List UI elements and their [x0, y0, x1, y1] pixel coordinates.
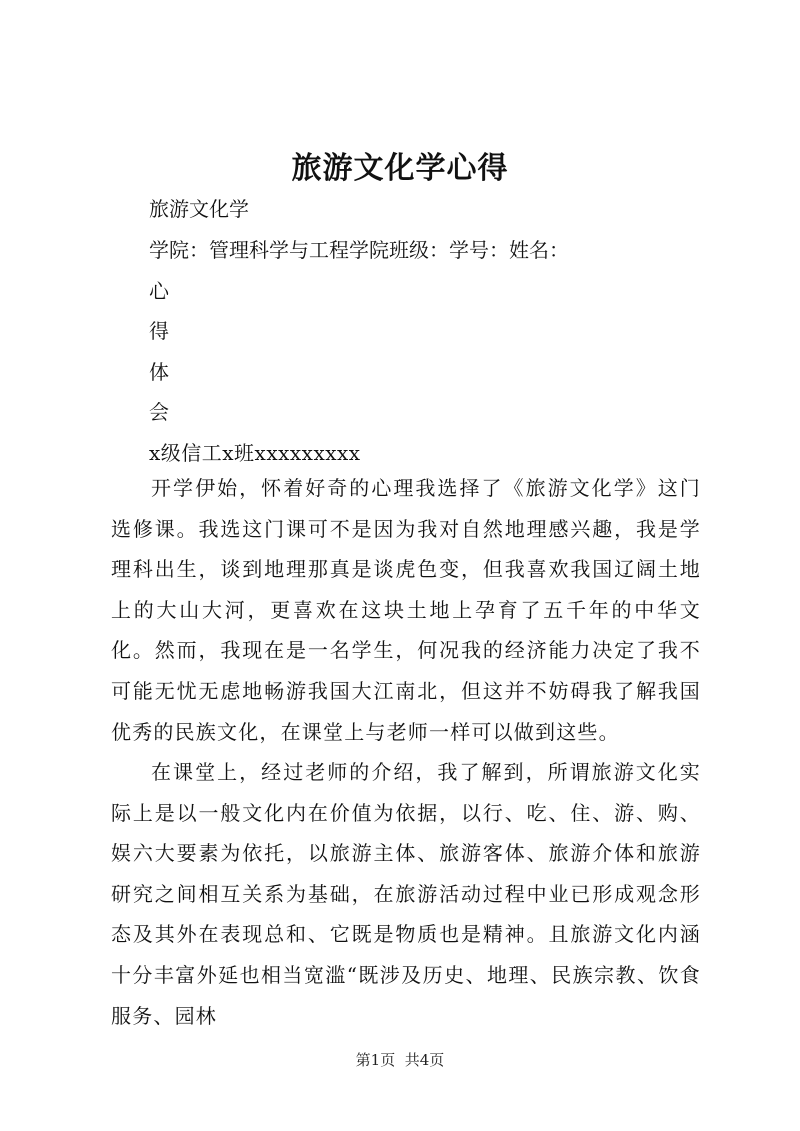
- class-line: x级信工x班xxxxxxxxx: [149, 441, 361, 465]
- document-title: 旅游文化学心得: [291, 151, 509, 186]
- body-paragraph-1: 开学伊始，怀着好奇的心理我选择了《旅游文化学》这门选修课。我选这门课可不是因为我对自然地理感兴趣，我是学理科出生，谈到地理那真是谈虎色变，但我喜欢我国辽阔土地上的大山大河，更喜欢在这块土地上孕育了五千年的中华文化。然而，我现在是一名学生，何况我的经济能力决定了我不可能无忧无虑地畅游我国大江南北，但这并不妨碍我了解我国优秀的民族文化，在课堂上与老师一样可以做到这些。: [111, 476, 701, 744]
- page-footer: [0, 1049, 800, 1070]
- heading-char-4: 会: [149, 400, 169, 424]
- course-name-line: 旅游文化学: [149, 197, 249, 221]
- heading-char-1: 心: [149, 279, 169, 303]
- page-total: 共4页: [404, 1051, 445, 1069]
- heading-char-2: 得: [149, 319, 169, 343]
- page-number: 第1页: [355, 1051, 396, 1069]
- student-info-line: 学院：管理科学与工程学院班级：学号：姓名：: [149, 238, 569, 262]
- heading-char-3: 体: [149, 360, 169, 384]
- body-paragraph-2: 在课堂上，经过老师的介绍，我了解到，所谓旅游文化实际上是以一般文化内在价值为依据，以行、吃、住、游、购、娱六大要素为依托，以旅游主体、旅游客体、旅游介体和旅游研究之间相互关系为基础，在旅游活动过程中业已形成观念形态及其外在表现总和、它既是物质也是精神。且旅游文化内涵十分丰富外延也相当宽滥“既涉及历史、地理、民族宗教、饮食服务、园林: [111, 760, 701, 1028]
